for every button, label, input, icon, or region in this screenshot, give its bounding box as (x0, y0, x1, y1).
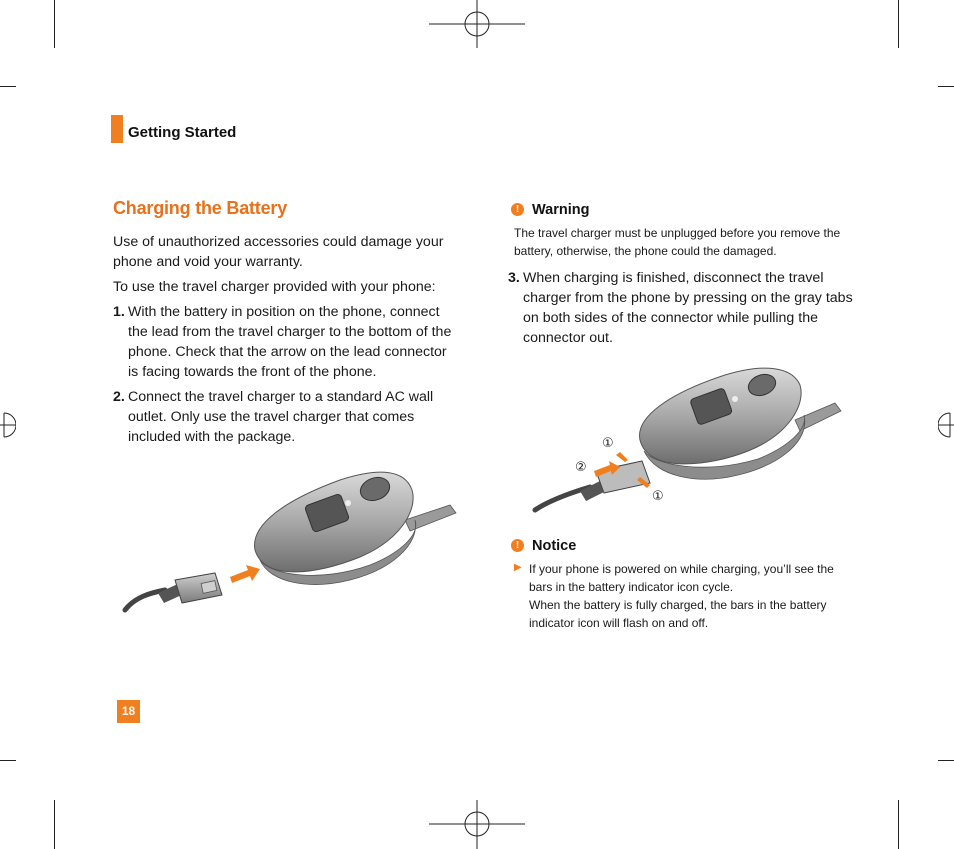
crop-mark (0, 86, 16, 87)
step-text: When charging is finished, disconnect the travel charger from the phone by pressing on the gray tabs on both sides of the connector while pulling the connector out. (523, 270, 853, 346)
bullet-icon: ▶ (514, 562, 522, 573)
crop-mark (938, 86, 954, 87)
notice-title: Notice (532, 538, 577, 554)
notice-line: If your phone is powered on while charging, you’ll see the bars in the battery indicator icon cycle. (529, 562, 834, 594)
notice-line: When the battery is fully charged, the bars in the battery indicator icon will flash on and off. (529, 598, 827, 630)
crop-mark (938, 760, 954, 761)
crop-mark (54, 0, 55, 48)
registration-mark-right (938, 405, 954, 445)
warning-icon: ! (511, 203, 524, 216)
warning-title: Warning (532, 202, 590, 218)
callout-1: ① (602, 436, 614, 451)
callout-1: ① (652, 489, 664, 504)
step-1 (113, 302, 458, 382)
callout-2: ② (575, 460, 587, 475)
step-3 (508, 268, 858, 348)
crop-mark (54, 800, 55, 849)
intro-paragraph: Use of unauthorized accessories could damage your phone and void your warranty. (113, 234, 444, 270)
instruction-paragraph: To use the travel charger provided with your phone: (113, 279, 436, 295)
section-title: Getting Started (128, 124, 237, 141)
page-number: 18 (117, 700, 140, 723)
notice-icon: ! (511, 539, 524, 552)
step-number: 1. (113, 304, 125, 320)
step-number: 2. (113, 389, 125, 405)
orange-arrow-icon (230, 565, 260, 583)
registration-mark-bottom (429, 800, 525, 849)
registration-mark-left (0, 405, 16, 445)
crop-mark (898, 800, 899, 849)
step-text: With the battery in position on the phone, connect the lead from the travel charger to the bottom of the phone. Check that the arrow on the lead connector is facing towards the front of the phone. (128, 304, 452, 380)
step-2 (113, 387, 458, 447)
section-marker (111, 115, 123, 143)
crop-mark (0, 760, 16, 761)
phone-charging-illustration (120, 465, 465, 615)
registration-mark-top (429, 0, 525, 48)
page-heading: Charging the Battery (113, 198, 288, 218)
phone-disconnect-illustration (530, 365, 850, 515)
step-number: 3. (508, 270, 520, 286)
step-text: Connect the travel charger to a standard AC wall outlet. Only use the travel charger that comes included with the package. (128, 389, 434, 445)
warning-text: The travel charger must be unplugged before you remove the battery, otherwise, the phone could the damaged. (514, 226, 841, 258)
notice-text (529, 560, 859, 632)
crop-mark (898, 0, 899, 48)
